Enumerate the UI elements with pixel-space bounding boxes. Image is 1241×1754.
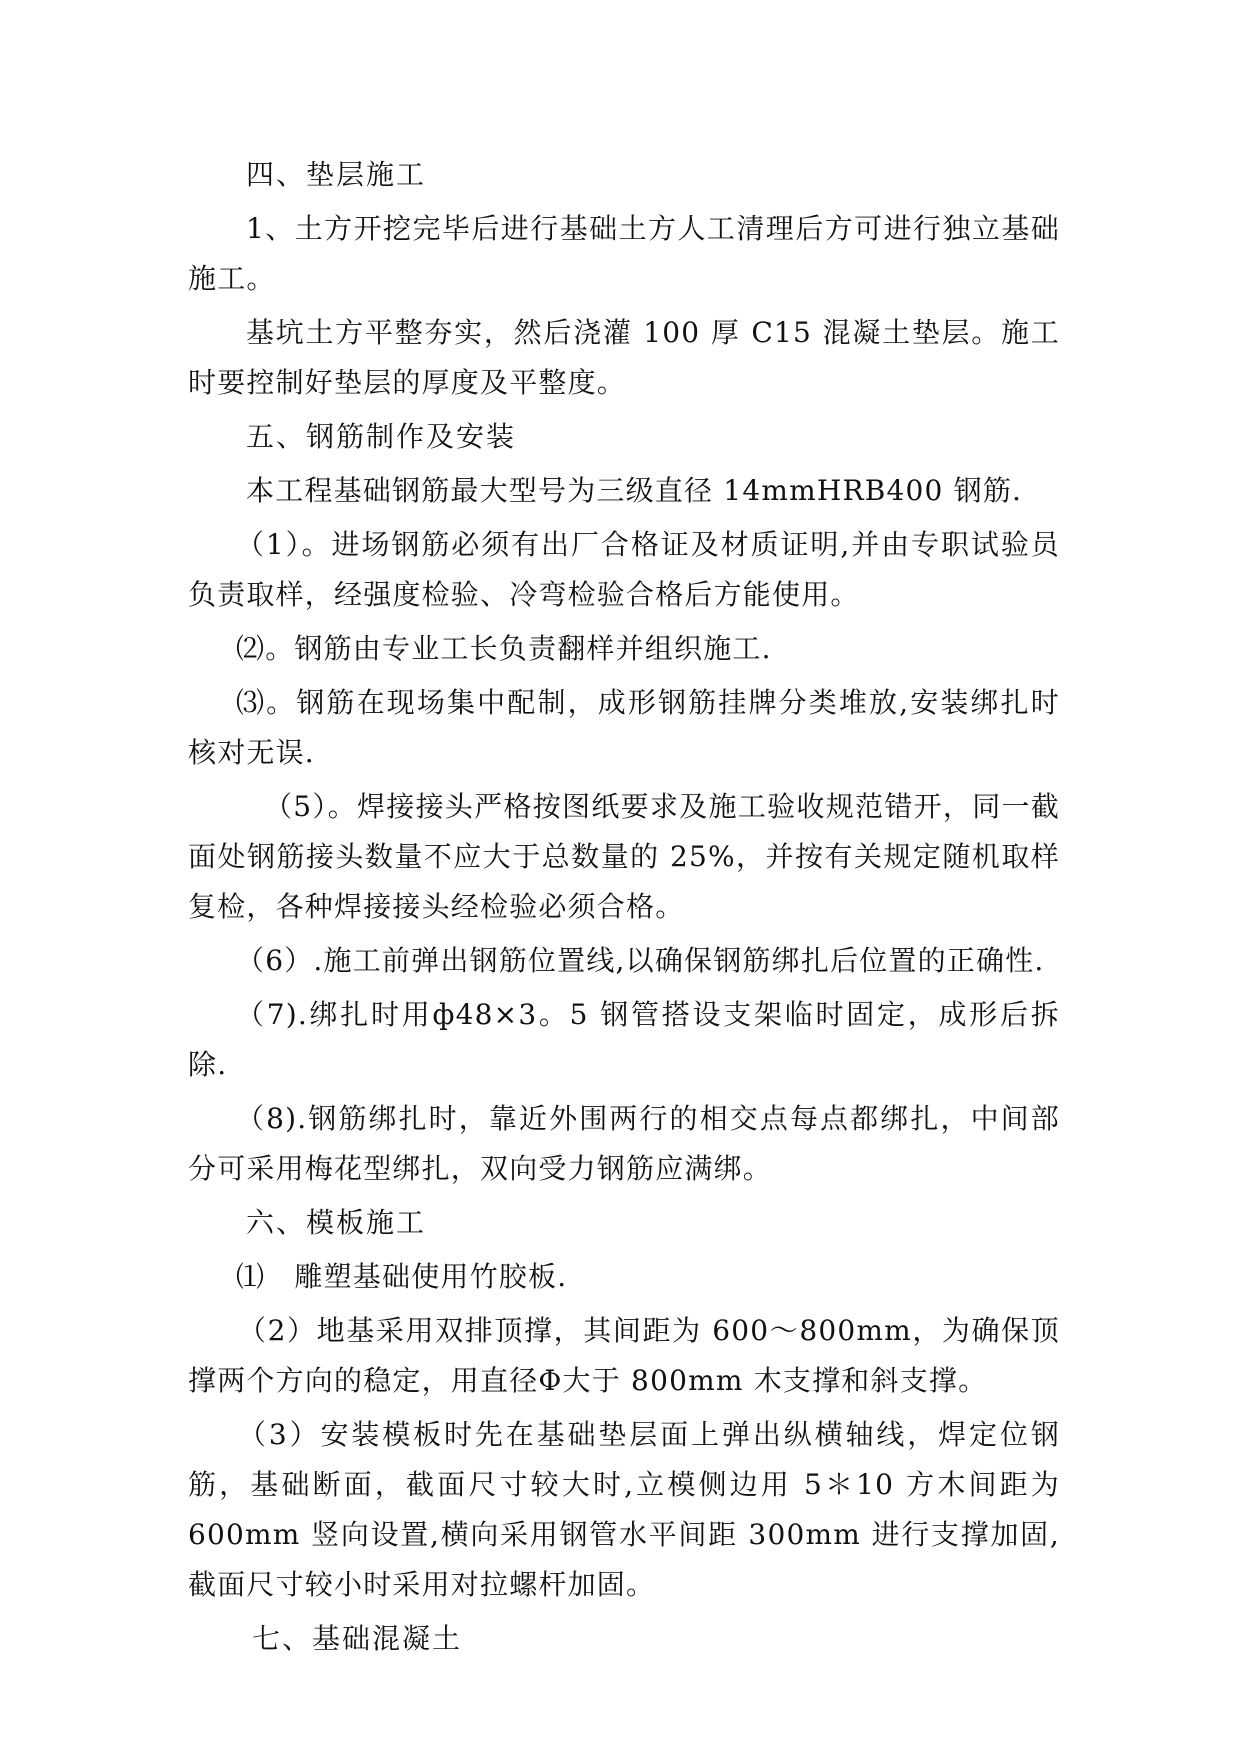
section-heading-7: 七、基础混凝土 [252, 1622, 463, 1655]
paragraph: 1、土方开挖完毕后进行基础土方人工清理后方可进行独立基础施工。 [188, 212, 1060, 295]
section-heading-5: 五、钢筋制作及安装 [246, 420, 517, 453]
list-item: （3）安装模板时先在基础垫层面上弹出纵横轴线，焊定位钢筋，基础断面，截面尺寸较大时,立模侧边用 5＊10 方木间距为 600mm 竖向设置,横向采用钢管水平间距 300mm 进行支撑加固,截面尺寸较小时采用对拉螺杆加固。 [188, 1418, 1060, 1601]
document-body [188, 150, 1060, 1668]
list-item: ⑶。钢筋在现场集中配制，成形钢筋挂牌分类堆放,安装绑扎时核对无误. [188, 686, 1060, 769]
list-item: （7).绑扎时用ф48×3。5 钢管搭设支架临时固定，成形后拆除. [188, 998, 1060, 1081]
list-item: （2）地基采用双排顶撑，其间距为 600～800mm，为确保顶撑两个方向的稳定，用直径Φ大于 800mm 木支撑和斜支撑。 [188, 1314, 1060, 1397]
list-item: ⑵。钢筋由专业工长负责翻样并组织施工. [236, 632, 772, 665]
list-item: （6）.施工前弹出钢筋位置线,以确保钢筋绑扎后位置的正确性. [236, 944, 1045, 977]
section-heading-4: 四、垫层施工 [246, 158, 427, 191]
paragraph: 基坑土方平整夯实，然后浇灌 100 厚 C15 混凝土垫层。施工时要控制好垫层的厚度及平整度。 [188, 316, 1060, 399]
list-item: （1）。进场钢筋必须有出厂合格证及材质证明,并由专职试验员负责取样，经强度检验、冷弯检验合格后方能使用。 [188, 528, 1060, 611]
list-item: （8).钢筋绑扎时，靠近外围两行的相交点每点都绑扎，中间部分可采用梅花型绑扎，双向受力钢筋应满绑。 [188, 1102, 1060, 1185]
section-heading-6: 六、模板施工 [246, 1206, 427, 1239]
list-item: （5）。焊接接头严格按图纸要求及施工验收规范错开，同一截面处钢筋接头数量不应大于总数量的 25%，并按有关规定随机取样复检，各种焊接接头经检验必须合格。 [188, 790, 1060, 923]
list-item: ⑴ 雕塑基础使用竹胶板. [236, 1260, 568, 1293]
paragraph: 本工程基础钢筋最大型号为三级直径 14mmHRB400 钢筋. [246, 474, 1023, 507]
